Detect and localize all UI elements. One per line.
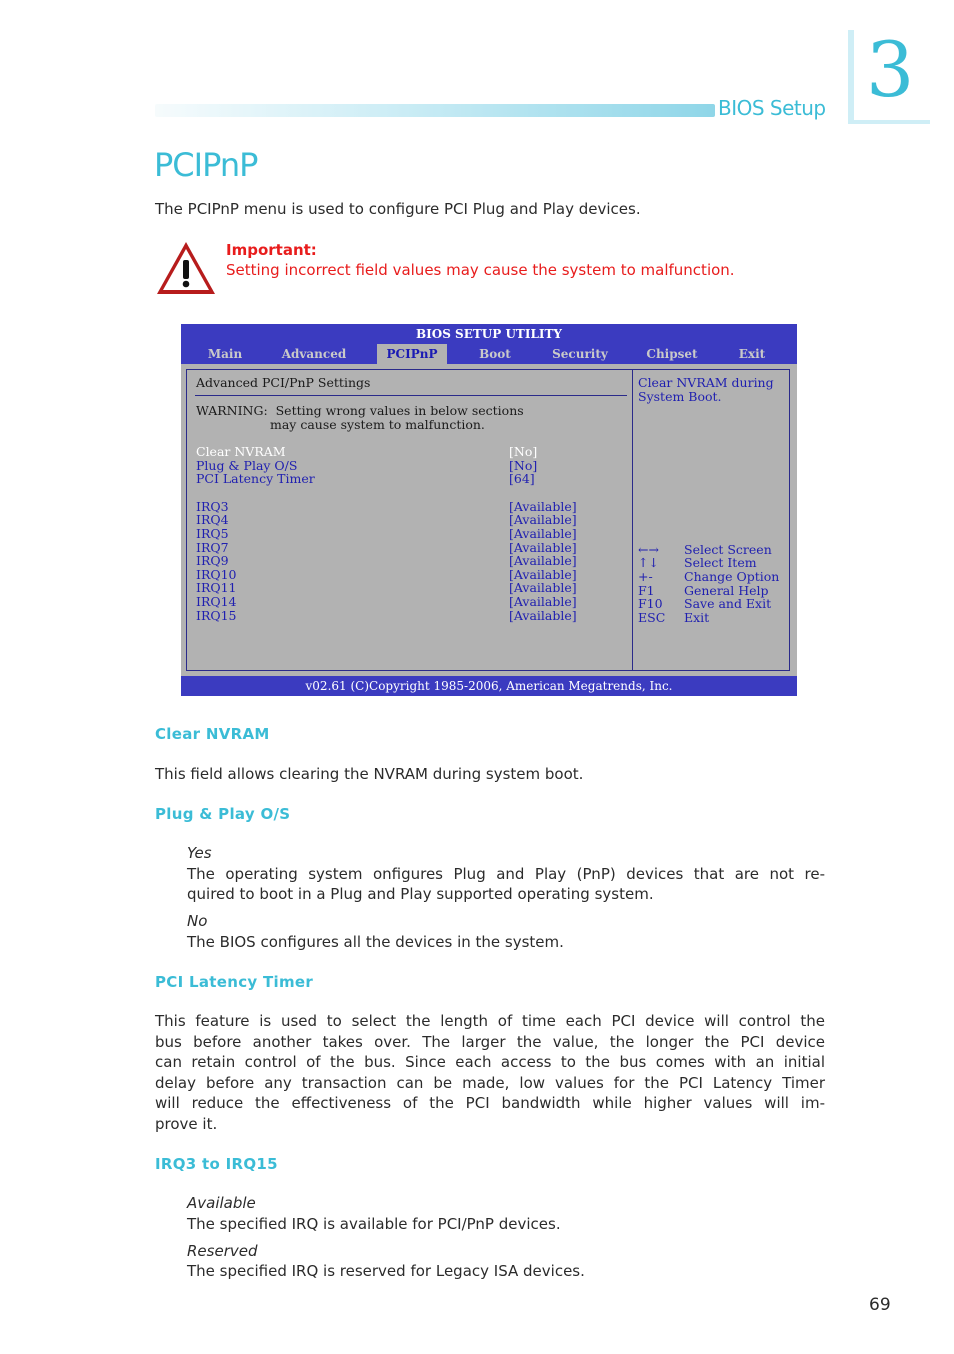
pnp-no-label: No xyxy=(187,912,208,930)
bios-key-name: ↑↓ xyxy=(638,555,659,570)
latency-line: bus before another takes over. The larger the value, the longer the PCI device xyxy=(155,1033,825,1051)
latency-line: delay before any transaction can be made, low values for the PCI Latency Timer xyxy=(155,1074,825,1092)
bios-title: BIOS SETUP UTILITY xyxy=(181,324,797,344)
bios-irq-value[interactable]: [Available] xyxy=(509,580,577,595)
page-title: PCIPnP xyxy=(154,146,258,184)
bios-irq-label[interactable]: IRQ11 xyxy=(196,580,237,595)
bios-irq-value[interactable]: [Available] xyxy=(509,567,577,582)
latency-line: prove it. xyxy=(155,1115,218,1133)
bios-key-name: +- xyxy=(638,569,653,584)
bios-irq-label[interactable]: IRQ10 xyxy=(196,567,237,582)
bios-key-action: Change Option xyxy=(684,569,780,584)
pnp-yes-line1: The operating system onfigures Plug and Play (PnP) devices that are not re- xyxy=(187,865,825,883)
bios-help-line2: System Boot. xyxy=(638,389,722,404)
bios-separator xyxy=(195,395,627,396)
bios-irq-label[interactable]: IRQ7 xyxy=(196,540,229,555)
bios-tab-main[interactable]: Main xyxy=(207,347,243,361)
page-number: 69 xyxy=(869,1295,891,1315)
bios-key-name: ←→ xyxy=(638,542,659,557)
warning-icon xyxy=(155,240,217,296)
bios-setting-pnp-os[interactable]: Plug & Play O/S xyxy=(196,458,298,473)
bios-value-clear-nvram[interactable]: [No] xyxy=(509,444,538,459)
heading-clear-nvram: Clear NVRAM xyxy=(155,725,270,743)
irq-available-text: The specified IRQ is available for PCI/PnP devices. xyxy=(187,1215,561,1233)
heading-irq: IRQ3 to IRQ15 xyxy=(155,1155,278,1173)
bios-tab-security[interactable]: Security xyxy=(552,347,608,361)
heading-latency: PCI Latency Timer xyxy=(155,973,314,991)
bios-tab-chipset[interactable]: Chipset xyxy=(646,347,698,361)
important-text: Setting incorrect field values may cause the system to malfunction. xyxy=(226,261,735,279)
bios-irq-label[interactable]: IRQ14 xyxy=(196,594,237,609)
bios-tab-advanced[interactable]: Advanced xyxy=(281,347,347,361)
bios-main-panel xyxy=(186,369,633,671)
bios-help-line1: Clear NVRAM during xyxy=(638,375,774,390)
latency-line: This feature is used to select the length of time each PCI device will control the xyxy=(155,1012,825,1030)
bios-section-title: Advanced PCI/PnP Settings xyxy=(196,375,371,390)
irq-reserved-label: Reserved xyxy=(187,1242,258,1260)
header-section-title: BIOS Setup xyxy=(718,96,826,120)
bios-key-action: Select Item xyxy=(684,555,757,570)
bios-help-panel xyxy=(632,369,790,671)
bios-key-action: Select Screen xyxy=(684,542,772,557)
bios-irq-label[interactable]: IRQ9 xyxy=(196,553,229,568)
bios-key-action: General Help xyxy=(684,583,769,598)
bios-menubar xyxy=(181,344,797,364)
bios-warning-line2: may cause system to malfunction. xyxy=(270,417,485,432)
bios-tab-pcipnp[interactable]: PCIPnP xyxy=(377,344,447,364)
bios-irq-value[interactable]: [Available] xyxy=(509,526,577,541)
bios-irq-label[interactable]: IRQ15 xyxy=(196,608,237,623)
irq-available-label: Available xyxy=(187,1194,256,1212)
bios-irq-value[interactable]: [Available] xyxy=(509,608,577,623)
bios-irq-value[interactable]: [Available] xyxy=(509,540,577,555)
bios-value-latency[interactable]: [64] xyxy=(509,471,535,486)
bios-key-action: Save and Exit xyxy=(684,596,772,611)
bios-irq-label[interactable]: IRQ4 xyxy=(196,512,229,527)
bios-key-action: Exit xyxy=(684,610,710,625)
pnp-yes-line2: quired to boot in a Plug and Play supported operating system. xyxy=(187,885,654,903)
bios-value-pnp-os[interactable]: [No] xyxy=(509,458,538,473)
bios-footer: v02.61 (C)Copyright 1985-2006, American Megatrends, Inc. xyxy=(181,676,797,696)
bios-irq-label[interactable]: IRQ3 xyxy=(196,499,229,514)
bios-key-name: F1 xyxy=(638,583,655,598)
bios-irq-value[interactable]: [Available] xyxy=(509,499,577,514)
bios-screen xyxy=(181,324,797,696)
bios-tab-exit[interactable]: Exit xyxy=(738,347,766,361)
pnp-yes-label: Yes xyxy=(187,844,212,862)
clear-nvram-text: This field allows clearing the NVRAM during system boot. xyxy=(155,765,584,783)
bios-setting-latency[interactable]: PCI Latency Timer xyxy=(196,471,315,486)
bios-key-name: ESC xyxy=(638,610,666,625)
bios-irq-value[interactable]: [Available] xyxy=(509,553,577,568)
bios-key-name: F10 xyxy=(638,596,663,611)
latency-line: can retain control of the bus. Since each access to the bus comes with an initial xyxy=(155,1053,825,1071)
bios-warning-line1: WARNING: Setting wrong values in below sections xyxy=(196,403,524,418)
bios-irq-label[interactable]: IRQ5 xyxy=(196,526,229,541)
intro-text: The PCIPnP menu is used to configure PCI Plug and Play devices. xyxy=(155,200,641,218)
bios-irq-value[interactable]: [Available] xyxy=(509,594,577,609)
important-label: Important: xyxy=(226,241,317,259)
heading-pnp: Plug & Play O/S xyxy=(155,805,291,823)
bios-setting-clear-nvram[interactable]: Clear NVRAM xyxy=(196,444,286,459)
pnp-no-text: The BIOS configures all the devices in the system. xyxy=(187,933,564,951)
latency-line: will reduce the effectiveness of the PCI bandwidth while higher values will im- xyxy=(155,1094,825,1112)
chapter-number: 3 xyxy=(866,25,915,114)
bios-irq-value[interactable]: [Available] xyxy=(509,512,577,527)
bios-tab-boot[interactable]: Boot xyxy=(479,347,511,361)
header-decoration-bar xyxy=(155,104,715,117)
irq-reserved-text: The specified IRQ is reserved for Legacy ISA devices. xyxy=(187,1262,585,1280)
